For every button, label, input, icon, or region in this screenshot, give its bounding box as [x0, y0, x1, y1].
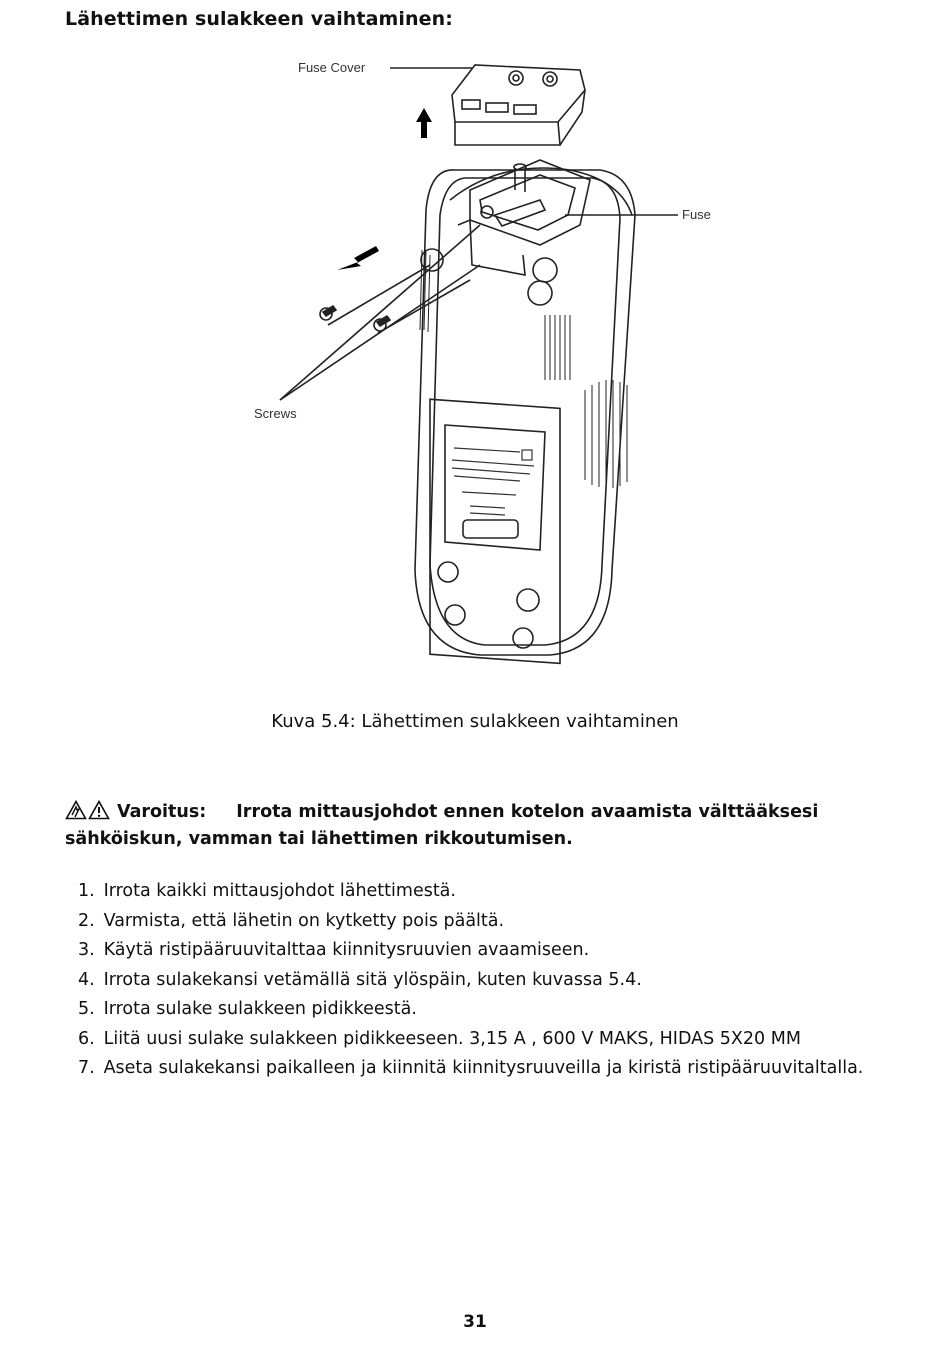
step-text: Irrota sulakekansi vetämällä sitä ylöspäin, kuten kuvassa 5.4.	[103, 969, 642, 990]
step-number: 2.	[78, 910, 95, 931]
warning-triangle-icon	[65, 800, 111, 820]
step-number: 5.	[78, 999, 95, 1019]
warning-label: Varoitus:	[117, 802, 207, 822]
step-text: Varmista, että lähetin on kytketty pois päältä.	[103, 910, 505, 931]
list-item	[78, 966, 938, 996]
warning-paragraph	[65, 800, 895, 851]
step-text: Aseta sulakekansi paikalleen ja kiinnitä kiinnitysruuveilla ja kiristä ristipääruuvitaltalla.	[103, 1058, 864, 1078]
fuse-label: Fuse	[682, 207, 711, 222]
step-number: 4.	[78, 969, 95, 990]
page-heading: Lähettimen sulakkeen vaihtaminen:	[65, 8, 453, 30]
fuse-cover-label: Fuse Cover	[298, 60, 366, 75]
warning-text: Irrota mittausjohdot ennen kotelon avaamista välttääksesi sähköiskun, vamman tai lähettimen rikkoutumisen.	[65, 802, 819, 849]
page-number: 31	[463, 1312, 487, 1332]
step-number: 7.	[78, 1058, 95, 1078]
device-illustration	[240, 50, 740, 700]
step-number: 3.	[78, 940, 95, 960]
figure-caption: Kuva 5.4: Lähettimen sulakkeen vaihtaminen	[271, 711, 679, 732]
step-number: 1.	[78, 881, 95, 901]
list-item	[78, 877, 938, 907]
step-text: Irrota kaikki mittausjohdot lähettimestä.	[103, 881, 456, 901]
step-text: Liitä uusi sulake sulakkeen pidikkeeseen. 3,15 A , 600 V MAKS, HIDAS 5X20 MM	[103, 1028, 801, 1049]
list-item	[78, 1025, 938, 1055]
list-item	[78, 936, 938, 966]
fuse-replacement-figure	[240, 50, 740, 700]
step-number: 6.	[78, 1028, 95, 1049]
list-item	[78, 907, 938, 937]
step-text: Irrota sulake sulakkeen pidikkeestä.	[103, 999, 417, 1019]
screws-label: Screws	[254, 406, 297, 421]
instruction-list	[78, 877, 938, 1084]
warning-icons	[65, 800, 111, 827]
step-text: Käytä ristipääruuvitalttaa kiinnitysruuvien avaamiseen.	[103, 940, 590, 960]
list-item	[78, 1054, 938, 1084]
list-item	[78, 995, 938, 1025]
